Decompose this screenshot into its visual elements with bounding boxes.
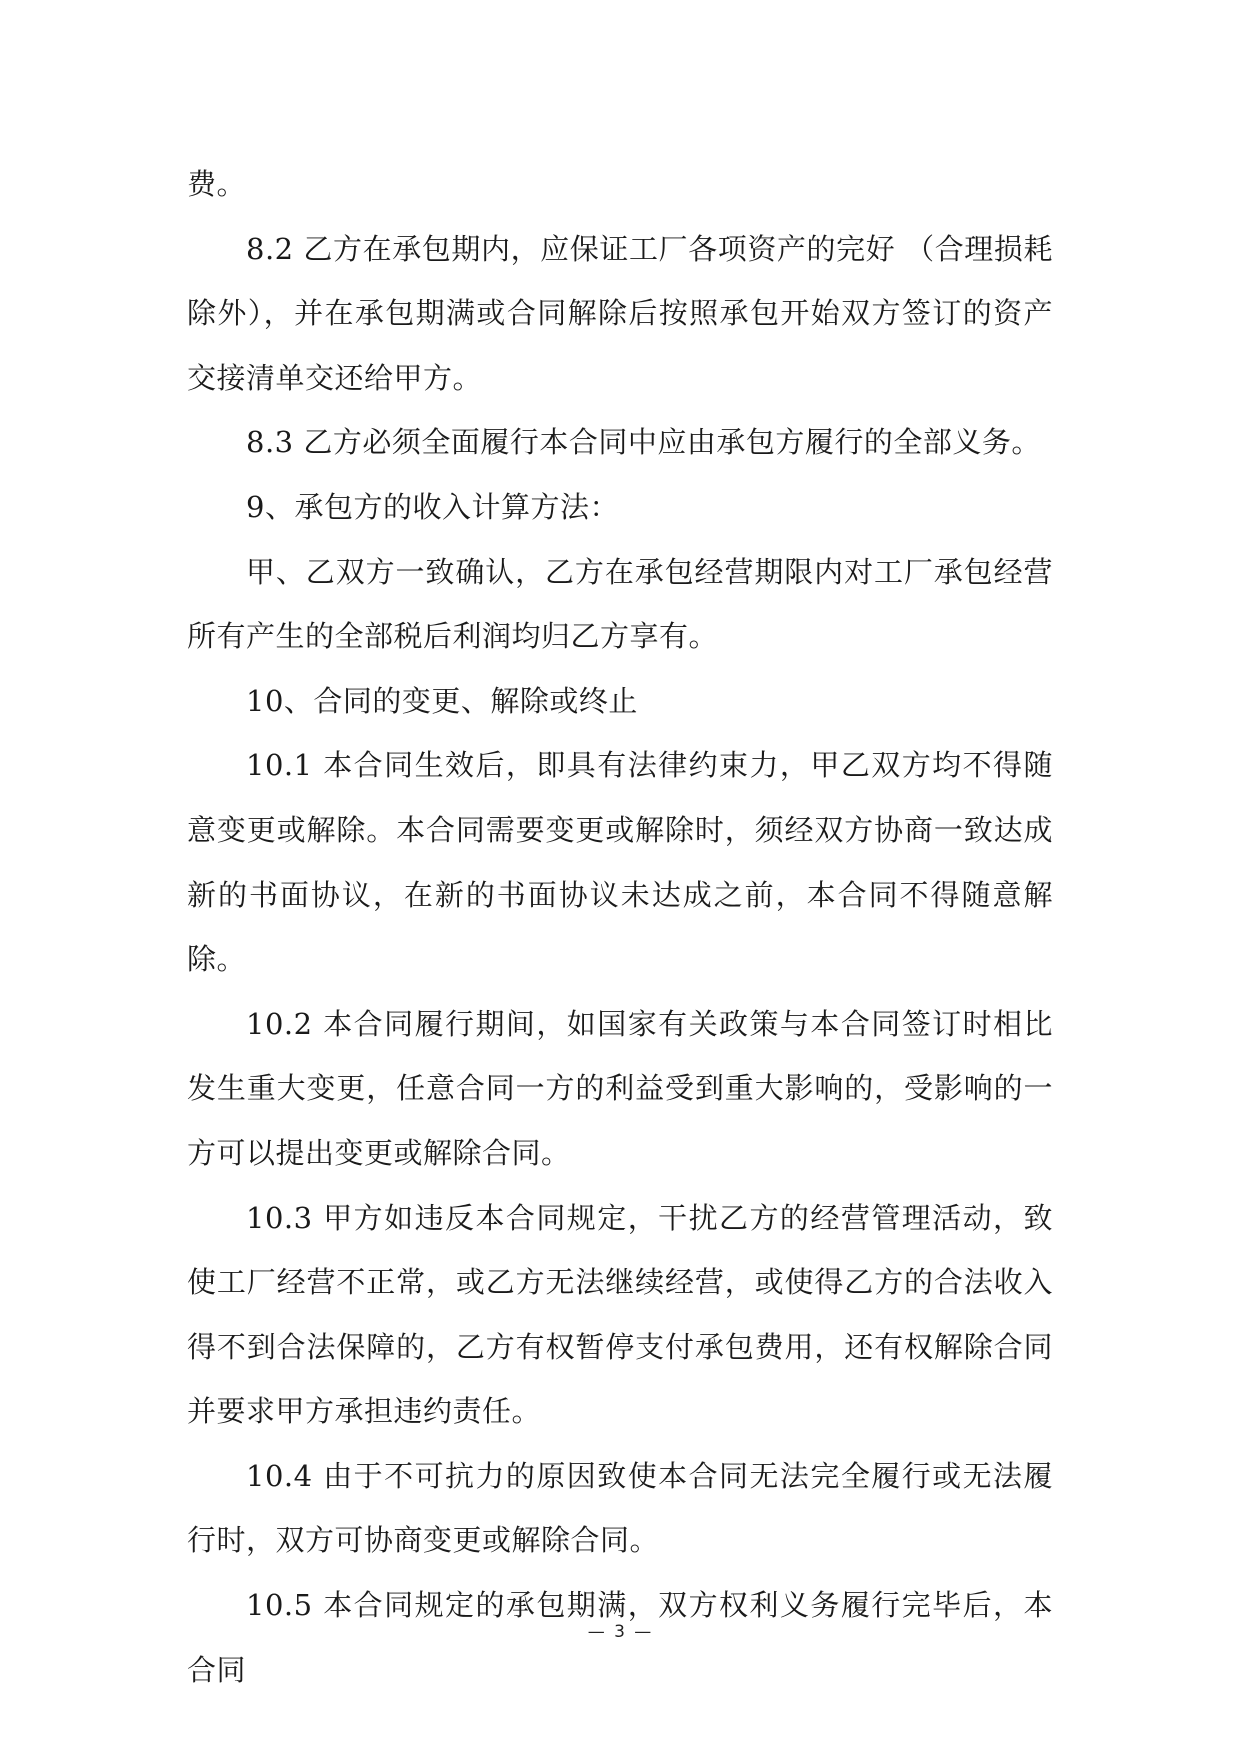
paragraph-10-2: 10.2 本合同履行期间，如国家有关政策与本合同签订时相比发生重大变更，任意合同一方的利益受到重大影响的，受影响的一方可以提出变更或解除合同。	[187, 1006, 1053, 1170]
paragraph-10-4: 10.4 由于不可抗力的原因致使本合同无法完全履行或无法履行时，双方可协商变更或解除合同。	[187, 1458, 1053, 1558]
paragraph-fee-end: 费。	[187, 167, 247, 201]
heading-10-contract-changes: 10、合同的变更、解除或终止	[246, 683, 638, 718]
document-body	[187, 152, 1053, 1702]
paragraph-9-body: 甲、乙双方一致确认，乙方在承包经营期限内对工厂承包经营所有产生的全部税后利润均归乙方享有。	[187, 554, 1053, 654]
page-number: — 3 —	[587, 1622, 654, 1642]
paragraph-8-3: 8.3 乙方必须全面履行本合同中应由承包方履行的全部义务。	[246, 425, 1041, 460]
heading-9-income-calculation: 9、承包方的收入计算方法：	[246, 489, 619, 524]
paragraph-10-3: 10.3 甲方如违反本合同规定，干扰乙方的经营管理活动，致使工厂经营不正常，或乙方无法继续经营，或使得乙方的合法收入得不到合法保障的，乙方有权暂停支付承包费用，还有权解除合同并要求甲方承担违约责任。	[187, 1200, 1053, 1429]
paragraph-10-1: 10.1 本合同生效后，即具有法律约束力，甲乙双方均不得随意变更或解除。本合同需要变更或解除时，须经双方协商一致达成新的书面协议，在新的书面协议未达成之前，本合同不得随意解除。	[187, 748, 1053, 977]
paragraph-10-5: 10.5 本合同规定的承包期满，双方权利义务履行完毕后，本合同	[187, 1588, 1053, 1687]
paragraph-8-2: 8.2 乙方在承包期内，应保证工厂各项资产的完好 （合理损耗除外），并在承包期满或合同解除后按照承包开始双方签订的资产交接清单交还给甲方。	[187, 231, 1053, 395]
